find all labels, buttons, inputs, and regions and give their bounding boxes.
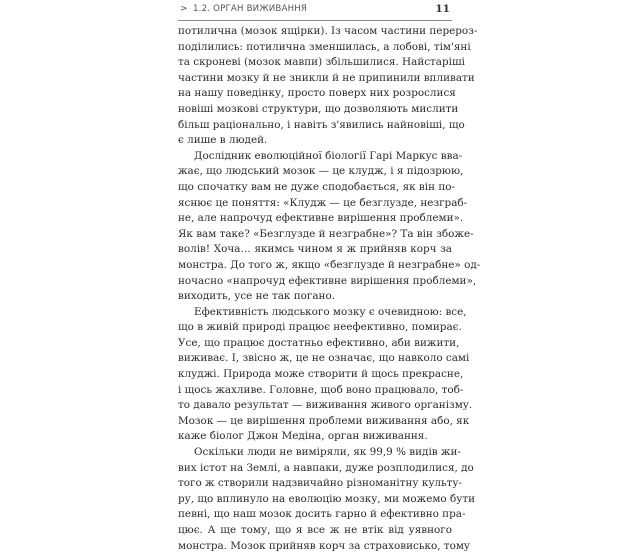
text-line: потилична (мозок ящірки). Із часом частини перероз- <box>178 25 478 37</box>
text-line: певні, що наш мозок досить гарно й ефективно пра- <box>178 508 466 521</box>
text-line: Оскільки люди не виміряли, як 99,9 % видів жи- <box>194 446 461 459</box>
section-title: 1.2. ОРГАН ВИЖИВАННЯ <box>193 4 308 14</box>
text-line: монстра. Мозок прийняв корч за страховисько, тому <box>178 539 471 552</box>
text-line: що в живій природі працює неефективно, помирає. <box>178 321 462 334</box>
text-line: волів! Хоча… якимсь чином я ж прийняв корч за <box>178 243 452 256</box>
text-line: то давало результат — виживання живого організму. <box>178 399 473 412</box>
text-line: виходить, усе не так погано. <box>178 290 336 303</box>
text-line: більш раціонально, і навіть з'явились найновіші, що <box>178 118 465 131</box>
paragraph-2 <box>178 149 481 305</box>
text-line: Дослідник еволюційної біології Гарі Маркус вва- <box>194 149 463 162</box>
text-line: не, але напрочуд ефективне вирішення проблеми». <box>178 212 464 225</box>
text-line: виживає. І, звісно ж, це не означає, що навколо самі <box>178 352 470 365</box>
body-text <box>178 24 481 554</box>
text-line: того ж створили надзвичайно різноманітну культу- <box>178 477 463 490</box>
paragraph-4 <box>178 445 476 554</box>
text-line: Усе, що працює достатньо ефективно, аби вижити, <box>178 336 460 349</box>
chevron-right-icon: > <box>180 4 188 14</box>
paragraph-3 <box>178 305 473 445</box>
running-header <box>178 3 452 21</box>
paragraph-1 <box>178 24 478 149</box>
text-line: клуджі. Природа може створити й щось прекрасне, <box>178 368 464 381</box>
text-line: цює. А ще тому, що я все ж не втік від уявного <box>178 524 452 536</box>
text-line: що спочатку вам не дуже сподобається, як він по- <box>178 180 456 193</box>
text-line: яснює це поняття: «Клудж — це безглузде, незграб- <box>178 196 468 209</box>
text-line: Мозок — це вирішення проблеми виживання або, як <box>178 414 470 427</box>
text-line: ночасно «напрочуд ефективне вирішення проблеми», <box>178 274 477 287</box>
text-line: вих істот на Землі, а навпаки, дуже розплодилися, до <box>178 461 474 474</box>
text-line: жає, що людський мозок — це клудж, і я підозрюю, <box>178 165 464 178</box>
book-page <box>178 0 481 552</box>
text-line: ру, що вплинуло на еволюцію мозку, ми можемо бути <box>178 492 476 505</box>
text-line: Як вам таке? «Безглузде й незграбне»? Та він збоже- <box>178 227 474 240</box>
text-line: каже біолог Джон Медіна, орган виживання. <box>178 430 428 443</box>
text-line: Ефективність людського мозку є очевидною: все, <box>194 305 467 318</box>
text-line: на нашу поведінку, просто поверх них розрослися <box>178 87 456 100</box>
text-line: є лише в людей. <box>178 134 268 147</box>
text-line: частини мозку й не зникли й не припинили впливати <box>178 71 475 84</box>
text-line: новіші мозкові структури, що дозволяють мислити <box>178 102 459 115</box>
text-line: монстра. До того ж, якщо «безглузде й незграбне» од- <box>178 258 481 271</box>
page-number: 11 <box>435 3 450 15</box>
text-line: поділились: потилична зменшилась, а лобові, тім'яні <box>178 40 471 53</box>
text-line: та скроневі (мозок мавпи) збільшилися. Найстаріші <box>178 56 465 69</box>
text-line: і щось жахливе. Головне, щоб воно працювало, тоб- <box>178 383 464 396</box>
